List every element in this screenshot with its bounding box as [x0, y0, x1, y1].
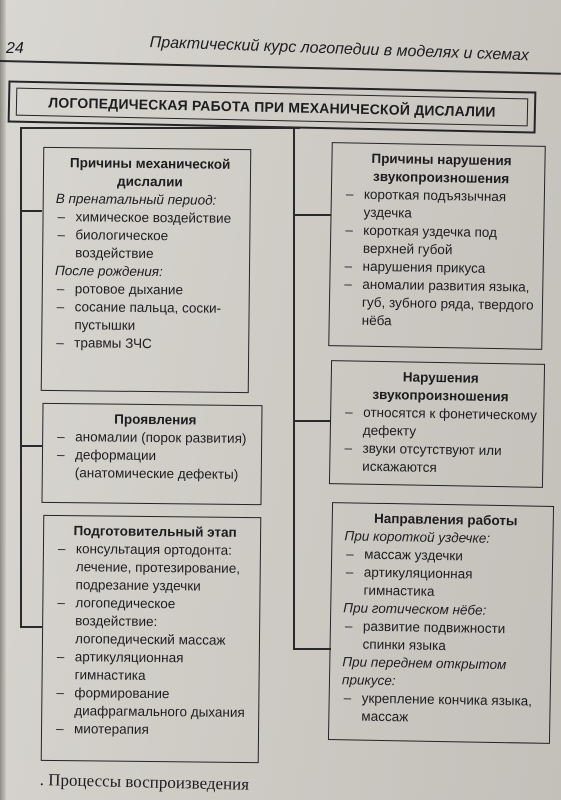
box-title: Подготовительный этап [73, 523, 237, 540]
left-connector-2 [20, 445, 42, 447]
list-item: – химическое воздействие [55, 208, 243, 228]
left-connector-1 [20, 210, 42, 212]
diagram-title: ЛОГОПЕДИЧЕСКАЯ РАБОТА ПРИ МЕХАНИЧЕСКОЙ ДИСЛАЛИИ [16, 88, 528, 127]
center-trunk-line [293, 128, 295, 648]
list-item: – миотерапия [54, 720, 252, 740]
footer-text: . Процессы воспроизведения [39, 770, 250, 794]
box-sound-disorders [329, 360, 545, 488]
box-work-directions [328, 502, 554, 744]
subheading: После рождения: [54, 263, 163, 280]
right-connector-1 [293, 214, 331, 216]
list-item: – биологическое воздействие [55, 226, 243, 264]
left-vertical-line [20, 128, 22, 628]
diagram-title-box [8, 80, 537, 133]
list-item: – сосание пальца, соски-пустышки [54, 298, 242, 336]
page-header [0, 30, 561, 70]
list-item: – массаж уздечки [344, 545, 546, 567]
list-item: – аномалии развития языка, губ, зубного ряда, твердого нёба [342, 275, 537, 332]
list-item: – логопедическое воздействие: логопедический массаж [55, 594, 254, 650]
list-item: – травмы ЗЧС [54, 334, 242, 354]
page-number: 24 [6, 40, 24, 57]
subheading: При переднем открытом прикусе: [341, 654, 507, 689]
list-item: – формирование диафрагмального дыхания [54, 684, 252, 722]
box-title: Причины механической дислалии [69, 155, 231, 190]
list-item: – короткая подъязычная уздечка [343, 185, 538, 224]
list-item: – нарушения прикуса [342, 257, 536, 278]
right-connector-2 [293, 420, 331, 422]
box-title: Нарушения звукопроизношения [372, 369, 509, 405]
box-causes-mechanical-dyslalia [41, 147, 252, 393]
list-item: – ротовое дыхание [55, 280, 243, 300]
list-item: – деформации (анатомические дефекты) [55, 446, 255, 484]
list-item: – укрепление кончика языка, массаж [341, 689, 544, 729]
box-title: Направления работы [373, 510, 518, 529]
list-item: – аномалии (порок развития) [55, 428, 255, 448]
list-item: – звуки отсутствуют или искажаются [342, 439, 537, 478]
subheading: В пренатальный период: [55, 191, 217, 208]
box-title: Причины нарушения звукопроизношения [371, 150, 512, 187]
list-item: – развитие подвижности спинки языка [342, 617, 545, 657]
list-item: – артикуляционная гимнастика [55, 648, 253, 686]
subheading: При готическом нёбе: [343, 600, 487, 618]
list-item: – относятся к фонетическому дефекту [343, 403, 538, 442]
list-item: – консультация ортодонта: лечение, протезирование, подрезание уздечки [55, 540, 254, 596]
box-manifestations [41, 403, 262, 505]
subheading: При короткой уздечке: [344, 528, 491, 546]
list-item: – короткая уздечка под верхней губой [343, 221, 538, 260]
page-edge-shadow [0, 0, 6, 800]
box-causes-sound-disorders [328, 142, 546, 350]
box-preparatory-stage [41, 515, 262, 763]
box-title: Проявления [114, 411, 197, 428]
running-title: Практический курс логопедии в моделях и схемах [149, 34, 530, 65]
left-connector-3 [20, 626, 42, 628]
right-connector-3 [293, 648, 331, 650]
list-item: – артикуляционная гимнастика [343, 563, 546, 603]
left-top-line [20, 127, 300, 129]
